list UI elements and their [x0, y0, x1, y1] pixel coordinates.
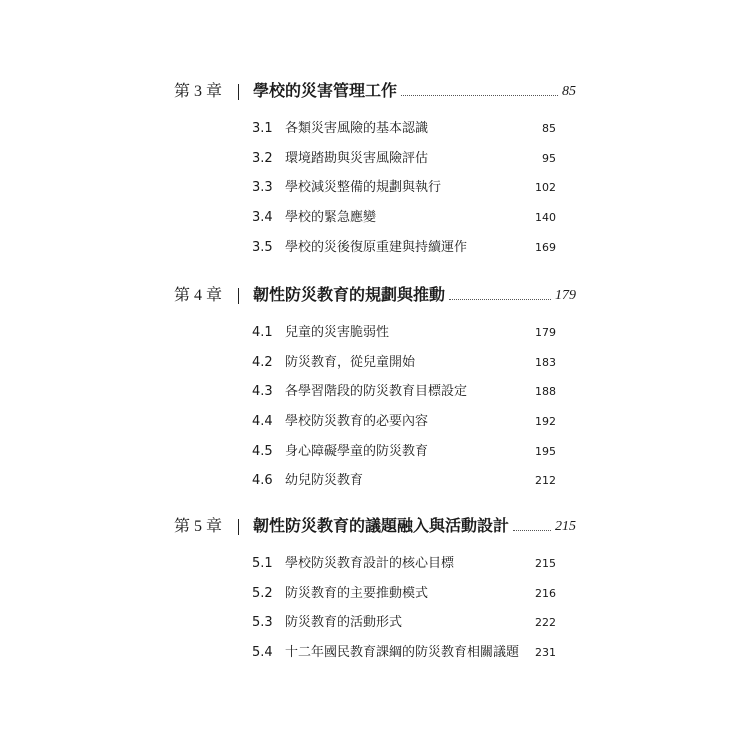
section-page-number: 216 — [535, 586, 556, 600]
section-number: 5.1 — [252, 556, 273, 571]
chapter-heading[interactable] — [0, 80, 750, 104]
section-entry[interactable] — [0, 441, 750, 471]
section-page-number: 222 — [535, 616, 556, 630]
section-page-number: 140 — [535, 211, 556, 225]
section-title: 身心障礙學童的防災教育 — [285, 443, 429, 459]
section-number: 4.3 — [252, 384, 273, 400]
section-title: 兒童的災害脆弱性 — [285, 325, 390, 340]
section-list — [0, 322, 750, 500]
section-entry[interactable] — [0, 583, 750, 613]
chapter-heading[interactable] — [0, 284, 750, 308]
section-number: 3.1 — [252, 121, 273, 136]
section-number: 4.4 — [252, 414, 273, 430]
section-number: 3.5 — [252, 239, 273, 255]
chapter-page-number: 215 — [555, 519, 576, 534]
section-page-number: 195 — [535, 444, 556, 458]
section-title: 防災教育，從兒童開始 — [285, 354, 416, 370]
section-page-number: 179 — [535, 326, 556, 339]
chapter-title: 韌性防災教育的規劃與推動 — [253, 287, 446, 304]
chapter-block — [0, 284, 750, 500]
section-page-number: 231 — [535, 646, 556, 660]
section-number: 4.2 — [252, 354, 273, 370]
section-page-number: 85 — [542, 122, 556, 135]
section-title: 十二年國民教育課綱的防災教育相關議題 — [285, 645, 520, 661]
section-page-number: 215 — [535, 557, 556, 570]
section-number: 4.5 — [252, 443, 273, 459]
chapter-divider — [238, 84, 239, 100]
section-title: 學校減災整備的規劃與執行 — [285, 180, 442, 196]
chapter-label: 第 3 章 — [174, 83, 223, 100]
section-number: 4.6 — [252, 473, 273, 489]
section-title: 防災教育的主要推動模式 — [285, 585, 429, 601]
section-list — [0, 118, 750, 266]
section-entry[interactable] — [0, 381, 750, 411]
section-number: 3.2 — [252, 150, 273, 166]
section-entry[interactable] — [0, 612, 750, 642]
chapter-page-number: 85 — [562, 84, 576, 99]
chapter-label: 第 4 章 — [174, 287, 223, 304]
chapter-divider — [238, 288, 239, 304]
dot-leader — [401, 95, 558, 96]
section-entry[interactable] — [0, 237, 750, 267]
section-page-number: 102 — [535, 181, 556, 195]
section-number: 4.1 — [252, 325, 273, 340]
chapter-title: 學校的災害管理工作 — [253, 83, 398, 100]
section-page-number: 188 — [535, 385, 556, 399]
section-entry[interactable] — [0, 352, 750, 382]
section-page-number: 212 — [535, 474, 556, 488]
section-title: 學校防災教育設計的核心目標 — [285, 556, 455, 571]
section-title: 環境踏勘與災害風險評估 — [285, 150, 429, 166]
section-page-number: 192 — [535, 415, 556, 429]
section-entry[interactable] — [0, 411, 750, 441]
section-entry[interactable] — [0, 642, 750, 672]
section-list — [0, 553, 750, 672]
section-entry[interactable] — [0, 207, 750, 237]
section-entry[interactable] — [0, 148, 750, 178]
chapter-heading[interactable] — [0, 515, 750, 539]
chapter-block — [0, 80, 750, 266]
chapter-divider — [238, 519, 239, 535]
section-entry[interactable] — [0, 177, 750, 207]
section-number: 3.3 — [252, 180, 273, 196]
section-title: 幼兒防災教育 — [285, 473, 364, 489]
dot-leader — [513, 530, 551, 531]
section-title: 學校的災後復原重建與持續運作 — [285, 239, 468, 255]
chapter-label: 第 5 章 — [174, 518, 223, 535]
chapter-block — [0, 515, 750, 672]
section-entry[interactable] — [0, 553, 750, 583]
section-title: 防災教育的活動形式 — [285, 615, 403, 631]
section-number: 3.4 — [252, 210, 273, 226]
chapter-page-number: 179 — [555, 288, 576, 303]
section-page-number: 95 — [542, 151, 556, 165]
section-title: 學校防災教育的必要內容 — [285, 414, 429, 430]
section-number: 5.4 — [252, 645, 273, 661]
section-entry[interactable] — [0, 470, 750, 500]
section-number: 5.2 — [252, 585, 273, 601]
section-title: 學校的緊急應變 — [285, 210, 377, 226]
chapter-title: 韌性防災教育的議題融入與活動設計 — [253, 518, 510, 535]
dot-leader — [449, 299, 551, 300]
section-entry[interactable] — [0, 322, 750, 352]
section-title: 各學習階段的防災教育目標設定 — [285, 384, 468, 400]
section-page-number: 183 — [535, 355, 556, 369]
section-page-number: 169 — [535, 240, 556, 254]
section-entry[interactable] — [0, 118, 750, 148]
section-title: 各類災害風險的基本認識 — [285, 121, 429, 136]
section-number: 5.3 — [252, 615, 273, 631]
